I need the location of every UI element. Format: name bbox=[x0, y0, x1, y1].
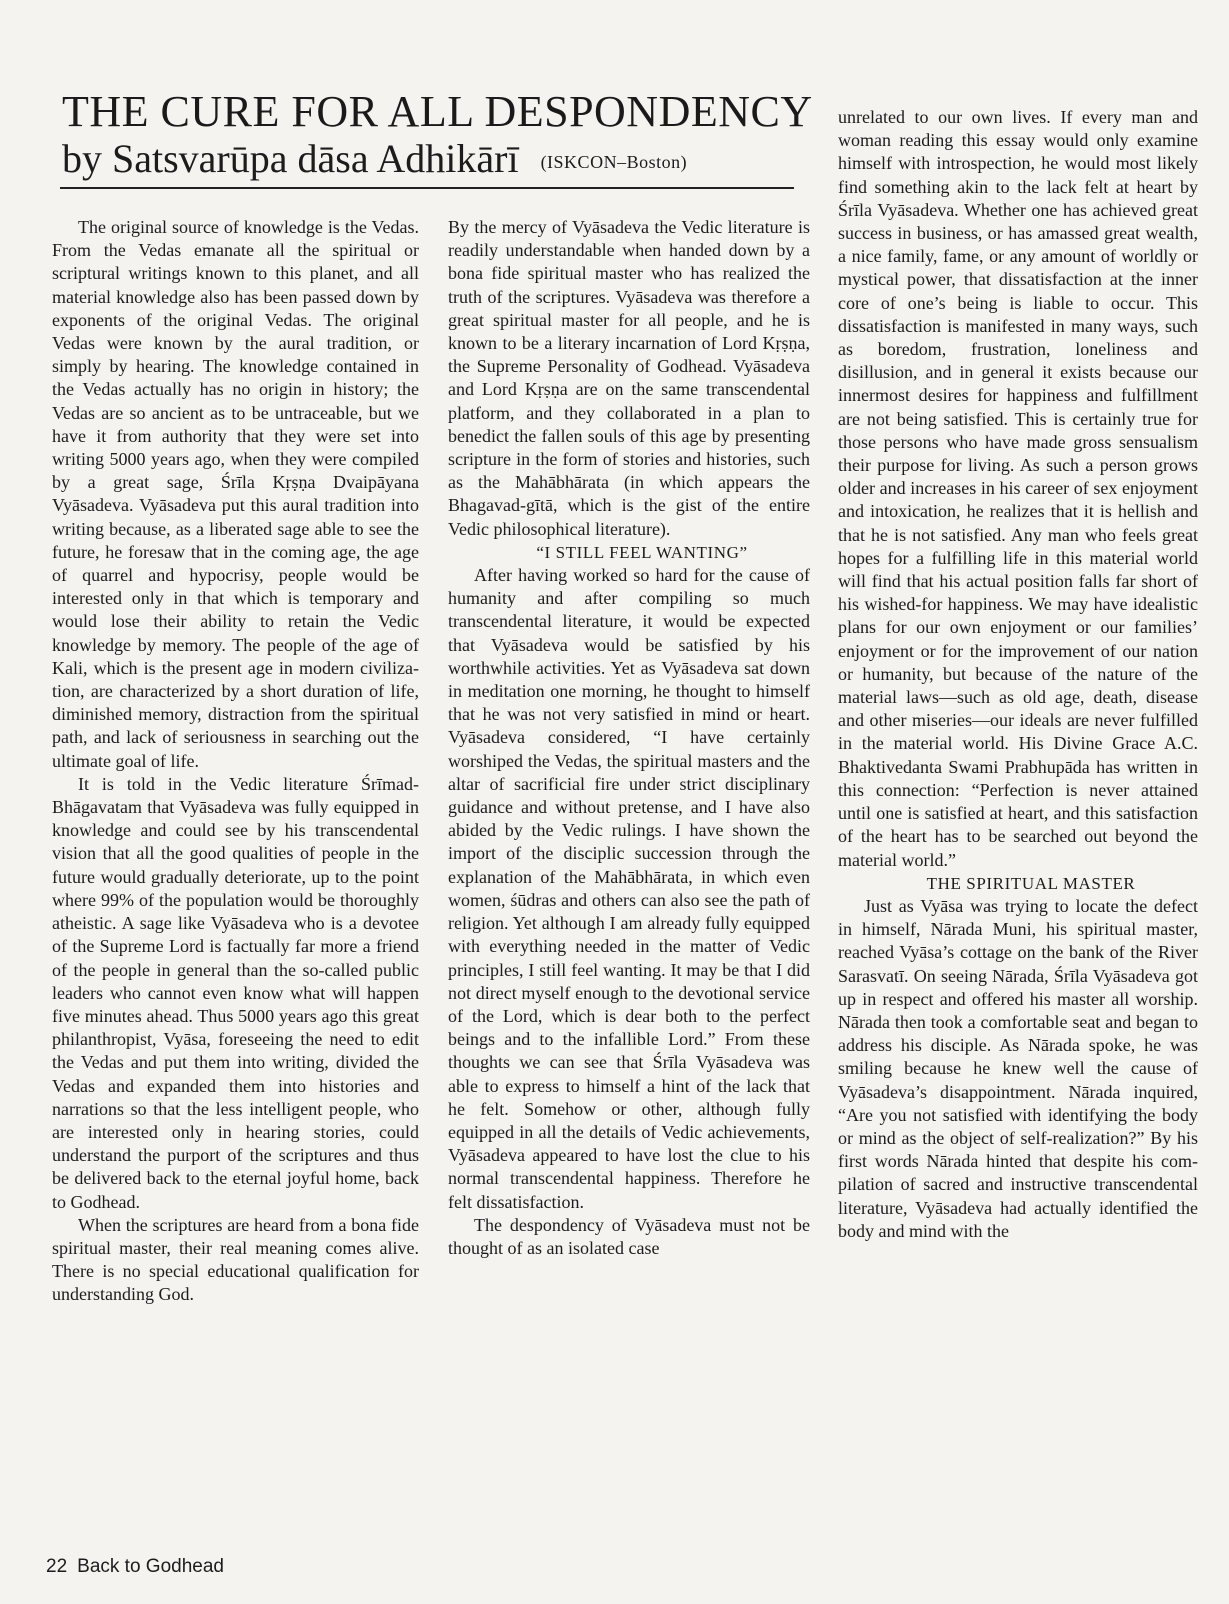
title-rule bbox=[60, 187, 794, 189]
column-3 bbox=[838, 106, 1198, 1243]
publication-name: Back to Godhead bbox=[77, 1556, 224, 1577]
section-heading-spiritual-master: THE SPIRITUAL MASTER bbox=[926, 873, 1136, 893]
paragraph: It is told in the Vedic literature Śrīmad-Bhāgavatam that Vyāsadeva was fully equipped in knowledge and could see by his transcendental vision that all the good qualities of people in the future would gradually deteriorate, up to the point where 99% of the population would be thoroughly atheistic. A sage like Vyāsadeva who is a devotee of the Supreme Lord is factually far more a friend of the people in general than the so-called public leaders who cannot even know what will happen five minutes ahead. Thus 5000 years ago this great philanthropist, Vyāsa, foreseeing the need to edit the Vedas and put them into writing, divided the Vedas and expanded them into histories and narrations so that the less intelligent people, who are interested only in hearing stories, could understand the purport of the scriptures and thus be delivered back to the eternal joyful home, back to Godhead. bbox=[52, 773, 419, 1212]
paragraph: By the mercy of Vyāsadeva the Vedic literature is readily understandable when handed down by a bona fide spiritual master who has realized the truth of the scriptures. Vyāsadeva was therefore a great spiritual master for all people, and he is known to be a literary incarnation of Lord Kṛṣṇa, the Supreme Personality of Godhead. Vyāsadeva and Lord Kṛṣṇa are on the same transcendental platform, and they collaborated in a plan to benedict the fallen souls of this age by presenting scripture in the form of stories and histories, such as the Mahābhārata (in which appears the Bhagavad-gītā, which is the gist of the entire Vedic philosophical literature). bbox=[448, 217, 810, 539]
byline bbox=[62, 134, 807, 187]
paragraph: After having worked so hard for the cause of humanity and after compiling so much transcendental literature, it would be expected that Vyāsadeva would be satisfied by his worthwhile activities. Yet as Vyāsadeva sat down in meditation one morning, he thought to himself that he was not very satisfied in mind or heart. Vyāsadeva considered, “I have certainly worshiped the Vedas, the spiritual masters and the altar of sacrificial fire under strict disciplinary guidance and without pretense, and I have also abided by the Vedic rulings. I have shown the import of the disciplic succession through the explanation of the Mahābhārata, in which even women, śūdras and others can also see the path of religion. Yet although I am already fully equipped with everything needed in the matter of Vedic principles, I still feel wanting. It may be that I did not direct myself enough to the devotional service of the Lord, which is dear both to the perfect beings and to the infallible Lord.” From these thoughts we can see that Śrīla Vyāsadeva was able to express to himself a hint of the lack that he felt. Somehow or other, although fully equipped in all the details of Vedic achievements, Vyāsadeva appeared to have lost the clue to his normal transcendental happiness. Therefore he felt dissatisfaction. bbox=[448, 565, 810, 1212]
paragraph: unrelated to our own lives. If every man and woman reading this essay would only examine himself with introspection, he would most likely find something akin to the lack felt at heart by Śrīla Vyāsadeva. Whether one has achieved great success in business, or has amassed great wealth, a nice family, fame, or any amount of worldly or mystical power, that dissatisfaction at the inner core of one’s being is liable to occur. This dissatisfaction is manifested in many ways, such as boredom, frustration, loneliness and disillusion, and in general it exists because our innermost desires for happiness and fulfillment are not being satisfied. This is certainly true for those persons who have made gross sensualism their purpose for living. As such a person grows older and increases in his career of sex enjoyment and intoxication, he realizes that it is hellish and that he is not satisfied. Any man who feels great hopes for a fulfilling life in this material world will find that his actual position falls far short of his wished-for happiness. We may have idealistic plans for our own enjoyment or our families’ enjoyment or for the improvement of our nation or humanity, but because of the nature of the material laws—such as old age, death, disease and other miseries—our ideals are never fulfilled in the material world. His Divine Grace A.C. Bhaktivedanta Swami Prabhupāda has written in this connection: “Perfection is never attained until one is satisfied at heart, and this satisfaction of the heart has to be searched out beyond the material world.” bbox=[838, 107, 1198, 870]
paragraph: Just as Vyāsa was trying to locate the defect in himself, Nārada Muni, his spiritual master, reached Vyāsa’s cottage on the bank of the River Sarasvatī. On seeing Nārada, Śrīla Vyāsadeva got up in respect and offered his master all worship. Nārada then took a comfortable seat and began to address his disciple. As Nārada spoke, he was smiling because he knew well the cause of Vyāsadeva’s disappointment. Nārada inquired, “Are you not satisfied with identifying the body or mind as the object of self-realization?” By his first words Nārada hinted that despite his compilation of sacred and instructive transcendental literature, Vyāsadeva had actually identified the body and mind with the bbox=[838, 895, 1198, 1241]
article-title: THE CURE FOR ALL DESPONDENCY bbox=[62, 87, 813, 136]
column-1 bbox=[52, 216, 419, 1307]
author-affiliation: (ISKCON–Boston) bbox=[540, 152, 688, 172]
column-2 bbox=[448, 216, 810, 1260]
paragraph: When the scriptures are heard from a bona fide spiritual master, their real meaning comes alive. There is no special educational qualification for understanding God. bbox=[52, 1214, 419, 1305]
page-footer bbox=[46, 1556, 224, 1578]
author-name: by Satsvarūpa dāsa Adhikārī bbox=[62, 136, 519, 181]
paragraph: The despondency of Vyāsadeva must not be thought of as an isolated case bbox=[448, 1214, 810, 1258]
page-number: 22 bbox=[46, 1556, 68, 1577]
section-heading-i-still-feel-wanting: “I STILL FEEL WANTING” bbox=[536, 542, 748, 562]
paragraph: The original source of knowledge is the Vedas. From the Vedas emanate all the spiritual or scriptural writings known to this planet, and all material knowledge also has been passed down by exponents of the original Vedas. The original Vedas were known by the aural tradition, or simply by hearing. The knowledge contained in the Vedas actually has no origin in history; the Vedas are so ancient as to be untraceable, but we have it from authority that they were set into writing 5000 years ago, when they were compiled by a great sage, Śrīla Kṛṣṇa Dvaipāyana Vyāsadeva. Vyāsadeva put this aural tradition into writing because, as a liberated sage able to see the future, he foresaw that in the coming age, the age of quarrel and hypocrisy, people would be interested only in that which is temporary and would lose their ability to retain the Vedic knowledge by memory. The people of the age of Kali, which is the present age in modern civilization, are characterized by a short duration of life, diminished memory, distraction from the spiritual path, and lack of seriousness in searching out the ultimate goal of life. bbox=[52, 217, 419, 771]
